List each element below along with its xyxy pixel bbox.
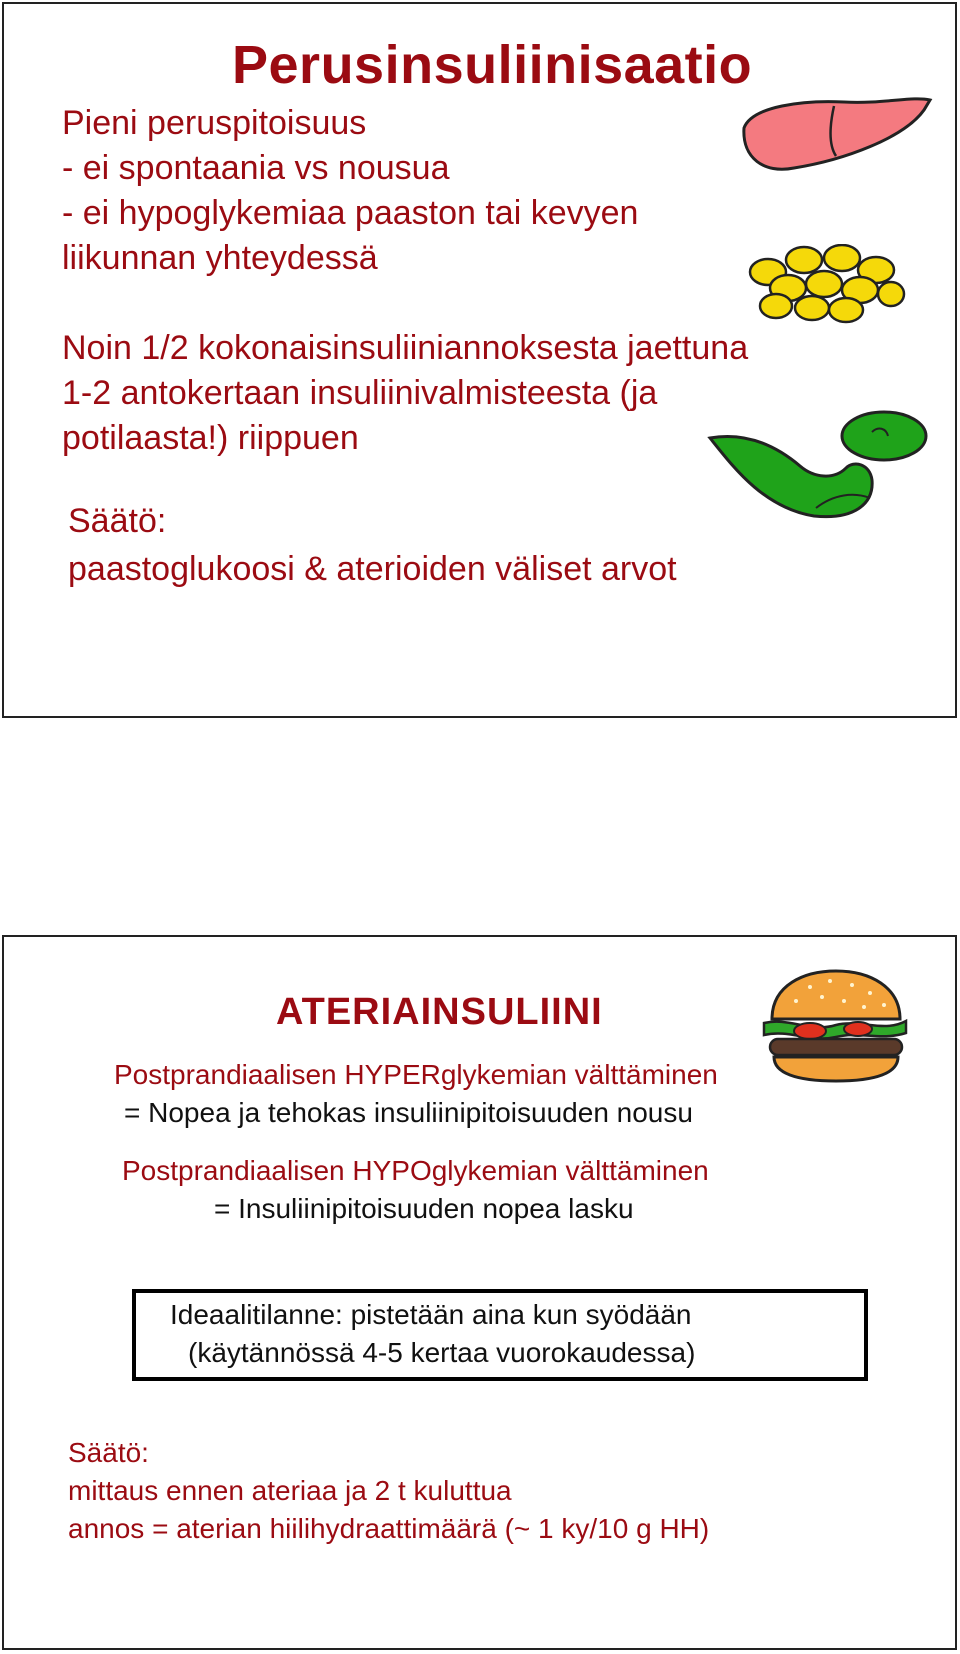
ideal-situation-box: [132, 1289, 868, 1381]
footer-line: annos = aterian hiilihydraattimäärä (~ 1 ky/10 g HH): [68, 1513, 710, 1544]
text-line: Noin 1/2 kokonaisinsuliiniannoksesta jaettuna: [62, 329, 749, 367]
text-line: - ei spontaania vs nousua: [62, 149, 450, 187]
hamburger-icon: [760, 967, 910, 1087]
box-line: (käytännössä 4-5 kertaa vuorokaudessa): [188, 1337, 696, 1368]
text-line: liikunnan yhteydessä: [62, 239, 378, 277]
adjust-text: paastoglukoosi & aterioiden väliset arvot: [68, 550, 677, 588]
text-line: Pieni peruspitoisuus: [62, 104, 367, 142]
slide-title: ATERIAINSULIINI: [276, 991, 603, 1033]
slide-title: Perusinsuliinisaatio: [232, 35, 753, 95]
adjust-label: Säätö:: [68, 502, 167, 540]
adjust-label: Säätö:: [68, 1437, 149, 1468]
text-line: = Insuliinipitoisuuden nopea lasku: [214, 1193, 634, 1224]
cells-icon: [746, 244, 906, 324]
muscle-icon: [704, 408, 934, 538]
text-line: potilaasta!) riippuen: [62, 419, 359, 457]
text-line: Postprandiaalisen HYPERglykemian välttäminen: [114, 1059, 718, 1090]
footer-line: mittaus ennen ateriaa ja 2 t kuluttua: [68, 1475, 512, 1506]
slide-meal-insulin: [2, 935, 957, 1650]
box-line: Ideaalitilanne: pistetään aina kun syödään: [170, 1299, 692, 1330]
text-line: = Nopea ja tehokas insuliinipitoisuuden nousu: [124, 1097, 693, 1128]
slide-basal-insulin: [2, 2, 957, 718]
text-line: - ei hypoglykemiaa paaston tai kevyen: [62, 194, 639, 232]
liver-icon: [734, 88, 934, 184]
text-line: Postprandiaalisen HYPOglykemian välttäminen: [122, 1155, 709, 1186]
text-line: 1-2 antokertaan insuliinivalmisteesta (ja: [62, 374, 658, 412]
